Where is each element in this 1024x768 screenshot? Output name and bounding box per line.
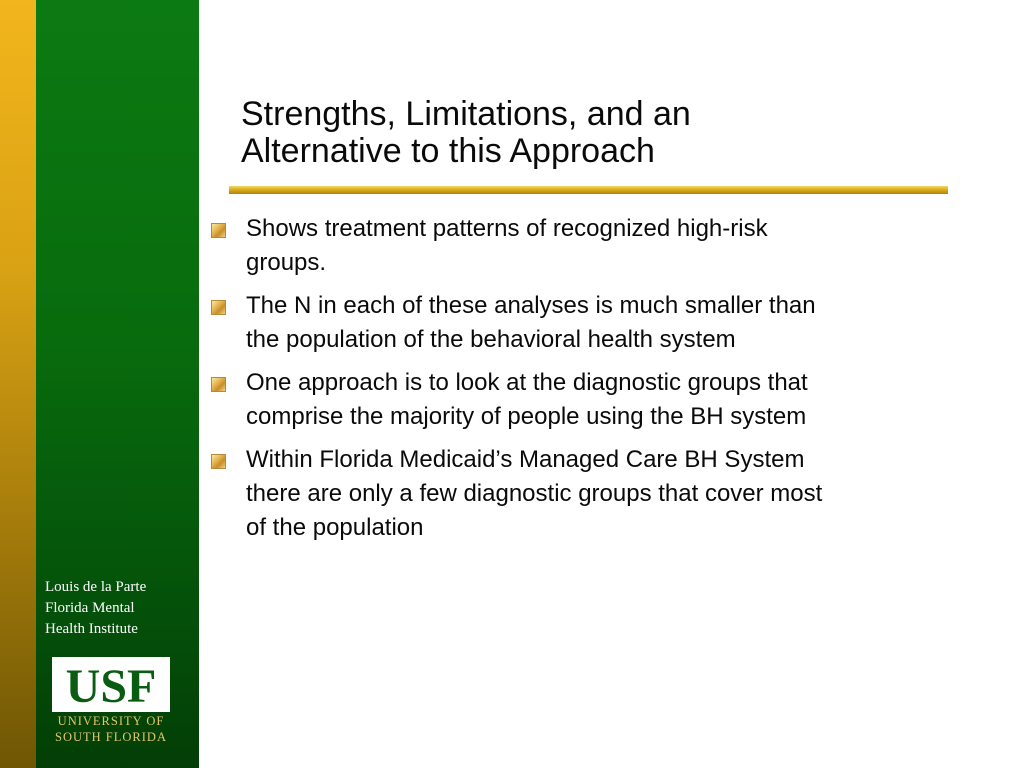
bullet-line: One approach is to look at the diagnostic groups that [246, 369, 808, 396]
square-bullet-icon [211, 377, 226, 392]
institute-line: Health Institute [45, 621, 138, 637]
institute-line: Louis de la Parte [45, 579, 147, 595]
bullet-line: Shows treatment patterns of recognized high-risk [246, 215, 768, 242]
bullet-line: comprise the majority of people using the BH system [246, 403, 807, 430]
bullet-item [209, 289, 969, 357]
green-sidebar [36, 0, 199, 768]
title-underline [229, 186, 948, 194]
square-bullet-icon [211, 223, 226, 238]
title-line: Strengths, Limitations, and an [241, 95, 691, 133]
square-bullet-icon [211, 300, 226, 315]
logo-line-2: SOUTH FLORIDA [55, 730, 167, 744]
bullet-line: Within Florida Medicaid’s Managed Care BH System [246, 446, 805, 473]
bullet-line: the population of the behavioral health system [246, 326, 736, 353]
institute-line: Florida Mental [45, 600, 135, 616]
bullet-list [209, 212, 969, 554]
institute-name [45, 577, 195, 640]
bullet-line: The N in each of these analyses is much smaller than [246, 292, 816, 319]
logo-line-1: UNIVERSITY OF [57, 714, 165, 728]
bullet-line: there are only a few diagnostic groups that cover most [246, 480, 823, 507]
title-line: Alternative to this Approach [241, 132, 655, 170]
square-bullet-icon [211, 454, 226, 469]
bullet-text [246, 443, 969, 545]
slide-title [241, 96, 981, 170]
bullet-item [209, 366, 969, 434]
usf-logo [52, 657, 170, 745]
gold-side-strip [0, 0, 36, 768]
bullet-item [209, 443, 969, 545]
bullet-line: groups. [246, 249, 327, 276]
bullet-item [209, 212, 969, 280]
bullet-text [246, 289, 969, 357]
bullet-text [246, 212, 969, 280]
bullet-line: of the population [246, 514, 424, 541]
bullet-text [246, 366, 969, 434]
logo-mark: USF [65, 660, 157, 713]
